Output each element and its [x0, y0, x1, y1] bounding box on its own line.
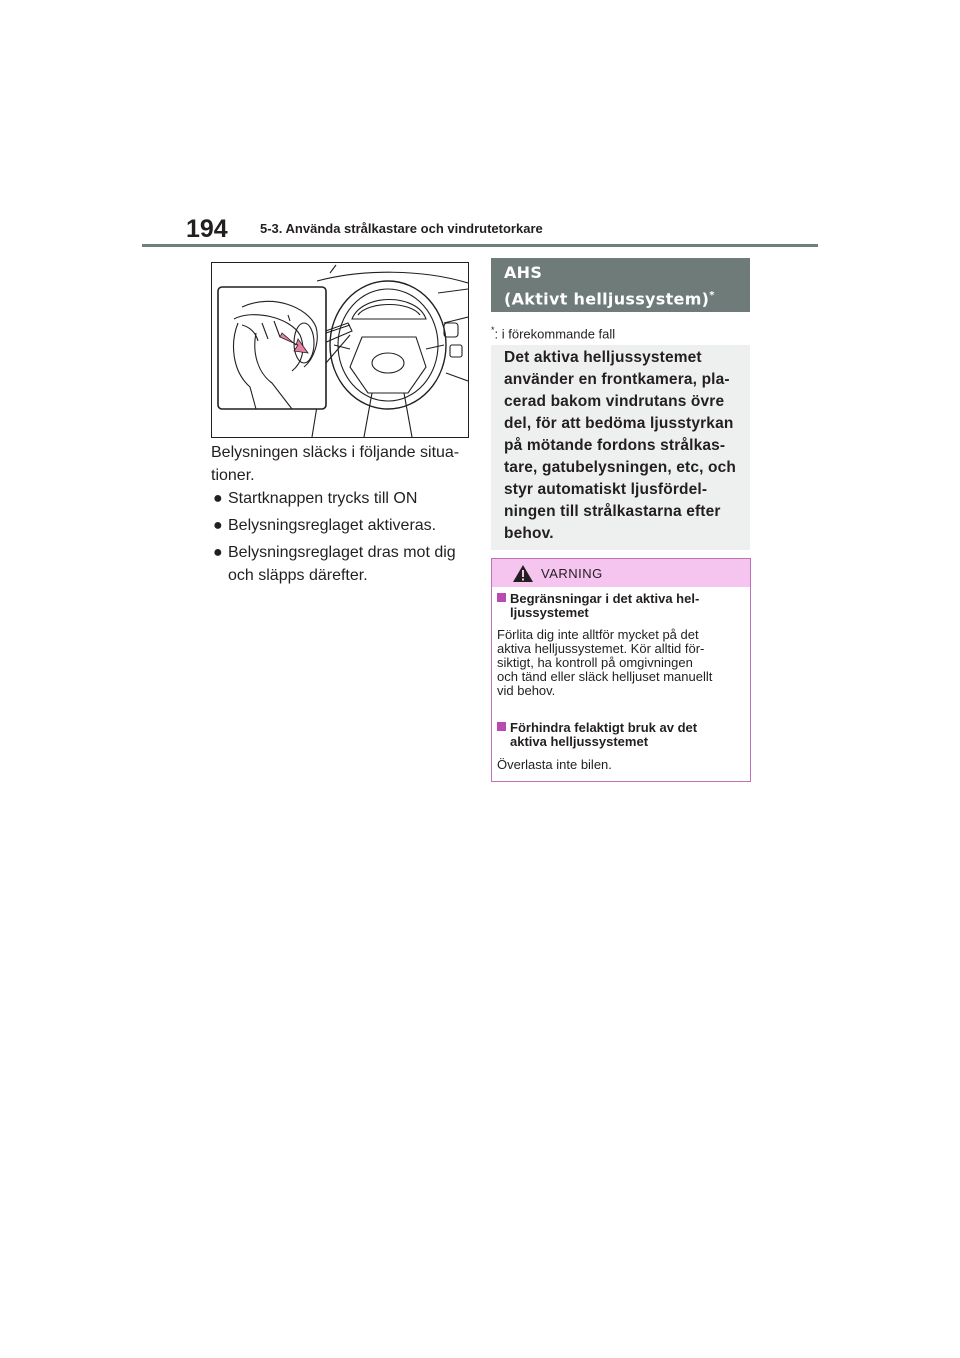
bullet-text: Startknappen trycks till ON: [228, 490, 418, 507]
lever-illustration: [211, 262, 469, 438]
bullet-line: och släpps därefter.: [228, 567, 368, 584]
intro-line: tioner.: [211, 467, 255, 484]
bullet-item: [213, 514, 469, 537]
ahs-title-line: AHS: [504, 263, 543, 282]
page-number: 194: [186, 215, 228, 243]
description-line: ningen till strålkastarna efter: [504, 503, 721, 520]
bullet-dot: ●: [213, 490, 223, 507]
bullet-dot: ●: [213, 544, 223, 561]
square-marker-icon: [497, 593, 506, 602]
section-title: 5-3. Använda strålkastare och vindrutetorkare: [260, 221, 543, 236]
warning-body-line: Överlasta inte bilen.: [497, 757, 612, 772]
description-line: tare, gatubelysningen, etc, och: [504, 459, 737, 476]
intro-text: [211, 441, 469, 487]
warning-triangle-icon: [512, 564, 534, 583]
ahs-description: [504, 347, 744, 545]
description-line: Det aktiva helljussystemet: [504, 349, 702, 366]
description-line: behov.: [504, 525, 554, 542]
header-rule: [142, 244, 818, 247]
warning-header: [492, 559, 750, 587]
square-marker-icon: [497, 722, 506, 731]
warning-body-line: aktiva helljussystemet. Kör alltid för-: [497, 641, 705, 656]
warning-title: VARNING: [541, 566, 603, 581]
description-line: styr automatiskt ljusfördel-: [504, 481, 708, 498]
warning-heading-line: Förhindra felaktigt bruk av det: [510, 720, 698, 735]
footnote-text: : i förekommande fall: [494, 326, 616, 342]
page-header: [142, 214, 818, 246]
warning-body-line: och tänd eller släck helljuset manuellt: [497, 669, 713, 684]
ahs-title-line: (Aktivt helljussystem): [504, 289, 710, 309]
footnote-mark: *: [491, 325, 495, 335]
description-line: på mötande fordons strålkas-: [504, 437, 726, 454]
warning-heading-line: Begränsningar i det aktiva hel-: [510, 591, 700, 606]
description-line: använder en frontkamera, pla-: [504, 371, 730, 388]
bullet-text: [228, 541, 469, 587]
warning-heading-line: aktiva helljussystemet: [510, 734, 649, 749]
asterisk-mark: *: [709, 290, 715, 301]
footnote: [491, 322, 615, 342]
warning-item-body: [497, 628, 743, 698]
warning-body-line: siktigt, ha kontroll på omgivningen: [497, 655, 693, 670]
intro-line: Belysningen släcks i följande situa-: [211, 444, 460, 461]
description-line: del, för att bedöma ljusstyrkan: [504, 415, 734, 432]
warning-body-line: Förlita dig inte alltför mycket på det: [497, 627, 699, 642]
description-line: cerad bakom vindrutans övre: [504, 393, 725, 410]
warning-box: [491, 558, 751, 782]
warning-item-heading: [497, 721, 743, 749]
bullet-item: [213, 487, 469, 510]
bullet-line: Belysningsreglaget dras mot dig: [228, 544, 456, 561]
bullet-dot: ●: [213, 517, 223, 534]
ahs-title: [504, 261, 715, 310]
warning-heading-line: ljussystemet: [510, 605, 589, 620]
bullet-item: [213, 541, 469, 587]
bullet-text: Belysningsreglaget aktiveras.: [228, 517, 437, 534]
ahs-heading-box: [491, 258, 750, 312]
warning-body-line: vid behov.: [497, 683, 556, 698]
warning-item-heading: [497, 592, 743, 620]
warning-item-body: [497, 758, 743, 772]
ahs-description-box: [491, 345, 750, 550]
